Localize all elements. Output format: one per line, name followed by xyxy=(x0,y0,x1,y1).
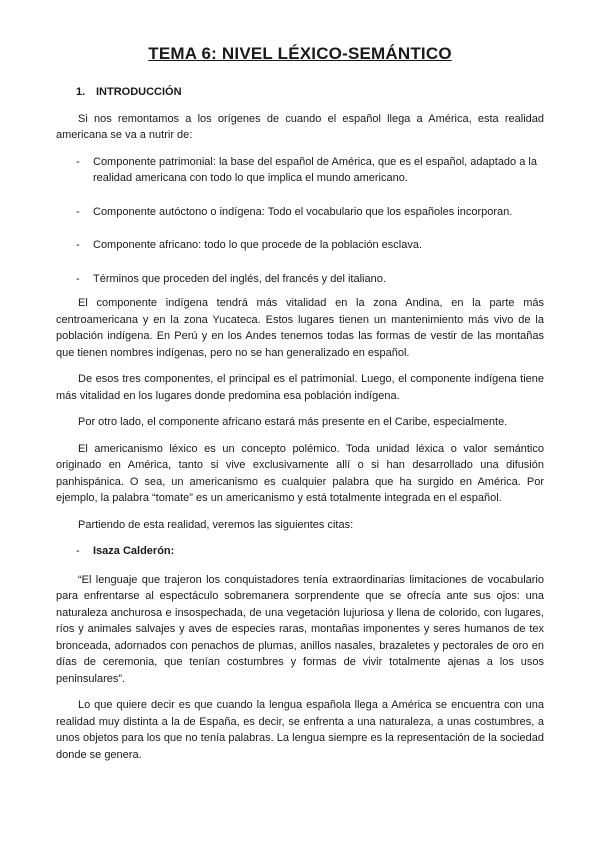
closing-paragraph: Lo que quiere decir es que cuando la lengua española llega a América se encuentra con una realidad muy distinta a la de España, es decir, se enfrenta a una naturaleza, a unas costumbres, a unos objetos para los que no tenía palabras. La lengua siempre es la representación de la sociedad donde se genera. xyxy=(56,699,544,761)
list-item-text: Componente patrimonial: la base del español de América, que es el español, adaptado a la realidad americana con todo lo que implica el mundo americano. xyxy=(93,155,537,184)
paragraph-quotes-intro: Partiendo de esta realidad, veremos las siguientes citas: xyxy=(78,518,354,531)
page-title: TEMA 6: NIVEL LÉXICO-SEMÁNTICO xyxy=(148,44,452,63)
paragraph-african: Por otro lado, el componente africano estará más presente en el Caribe, especialmente. xyxy=(78,416,508,428)
section-heading xyxy=(76,84,544,101)
list-dash: - xyxy=(76,272,80,285)
list-item xyxy=(56,271,544,288)
list-item-text: Términos que proceden del inglés, del francés y del italiano. xyxy=(93,272,386,285)
intro-paragraph: Si nos remontamos a los orígenes de cuando el español llega a América, esta realidad americana se va a nutrir de: xyxy=(56,112,544,141)
list-item-text: Componente africano: todo lo que procede de la población esclava. xyxy=(93,239,423,251)
quote-author-name: Isaza Calderón: xyxy=(93,545,175,557)
list-dash: - xyxy=(76,155,80,168)
component-list xyxy=(56,154,544,288)
list-item xyxy=(56,154,544,187)
section-number: 1. xyxy=(76,86,86,98)
list-dash: - xyxy=(76,239,80,251)
list-dash: - xyxy=(76,205,80,218)
list-item xyxy=(56,204,544,221)
list-dash: - xyxy=(76,545,80,557)
paragraph-components: De esos tres componentes, el principal es el patrimonial. Luego, el componente indígena tiene más vitalidad en los lugares donde predomina esa población indígena. xyxy=(56,373,544,402)
list-item-text: Componente autóctono o indígena: Todo el vocabulario que los españoles incorporan. xyxy=(93,205,513,218)
section-title: INTRODUCCIÓN xyxy=(96,86,182,98)
list-item xyxy=(56,237,544,254)
quote-text: “El lenguaje que trajeron los conquistadores tenía extraordinarias limitaciones de vocabulario para enfrentarse al espectáculo sobremanera sorprendente que se ofrecía ante sus ojos: una naturaleza anchurosa e insospechada, de una vegetación lujuriosa y llena de colorido, con lugares, ríos y animales salvajes y aves de especies raras, montañas imponentes y seres humanos de tex bronceada, adornados con penachos de plumas, anillos nasales, brazaletes y pectorales de oro en días de ceremonia, que tenían costumbres y formas de vivir totalmente ajenas a los usos peninsulares”. xyxy=(56,573,544,685)
paragraph-americanism: El americanismo léxico es un concepto polémico. Toda unidad léxica o valor semántico originado en América, tanto si vive exclusivamente allí o si han desarrollado una difusión panhispánica. O sea, un americanismo es cualquier palabra que ha surgido en América. Por ejemplo, la palabra “tomate” es un americanismo y está totalmente integrada en el español. xyxy=(56,442,544,504)
document-body xyxy=(56,84,544,763)
quote-author xyxy=(56,543,544,560)
paragraph-indigenous: El componente indígena tendrá más vitalidad en la zona Andina, en la parte más centroamericana y en la zona Yucateca. Estos lugares tienen un mantenimiento más vivo de la población indígena. En Perú y en los Andes tenemos todas las formas de vestir de las montañas que tienen nombres indígenas, pero no se han generalizado en español. xyxy=(56,297,544,359)
